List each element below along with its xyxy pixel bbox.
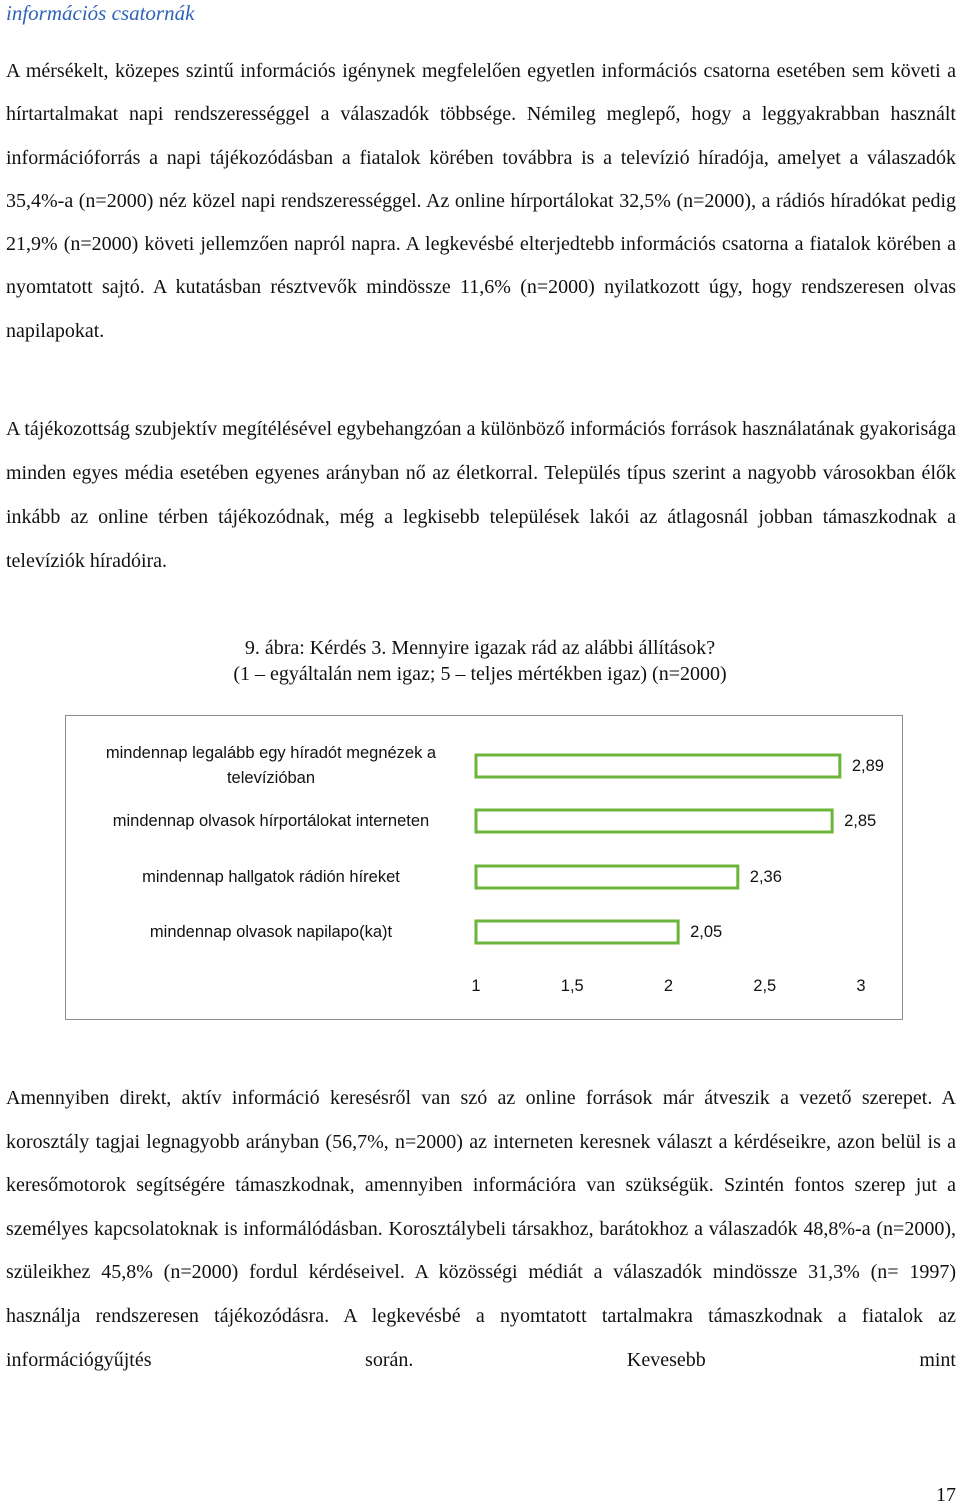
paragraph-3: Amennyiben direkt, aktív információ keresésről van szó az online források már átveszik a vezető szerepet. A korosztály tagjai legnagyobb arányban (56,7%, n=2000) az interneten keresnek választ a kérdéseikre, azon belül is a keresőmotorok segítségére támaszkodnak, amennyiben információra van szükségük. Szintén fontos szerep jut a személyes kapcsolatoknak is informálódásban. Korosztálybeli társakhoz, barátokhoz a válaszadók 48,8%-a (n=2000), szüleikhez 45,8% (n=2000) fordul kérdéseivel. A közösségi médiát a válaszadók mindössze 31,3% (n= 1997) használja rendszeresen tájékozódásra. A legkevésbé a nyomtatott tartalmakra támaszkodnak a fiatalok az információgyűjtés során. Kevesebb mint xyxy=(6,1087,956,1371)
page-number: 17 xyxy=(936,1484,956,1506)
category-label-4: mindennap olvasok napilapo(ka)t xyxy=(149,922,393,941)
section-heading: információs csatornák xyxy=(6,1,195,25)
paragraph-1: A mérsékelt, közepes szintű információs igénynek megfelelően egyetlen információs csatorna esetében sem követi a hírtartalmakat napi rendszerességgel a válaszadók többsége. Némileg meglepő, hogy a leggyakrabban használt információforrás a napi tájékozódásban a fiatalok körében továbbra is a televízió híradója, amelyet a válaszadók 35,4%-a (n=2000) néz közel napi rendszerességgel. Az online hírportálokat 32,5% (n=2000), a rádiós híradókat pedig 21,9% (n=2000) követi jellemzően napról napra. A legkevésbé elterjedtebb információs csatorna a fiatalok körében a nyomtatott sajtó. A kutatásban résztvevők mindössze 11,6% (n=2000) nyilatkozott úgy, hogy rendszeresen olvas napilapokat. xyxy=(6,60,956,342)
x-tick-label-2: 1,5 xyxy=(560,977,584,995)
value-label-4: 2,05 xyxy=(690,923,723,941)
x-tick-label-4: 2,5 xyxy=(753,977,777,995)
value-label-2: 2,85 xyxy=(844,812,877,830)
paragraph-2: A tájékozottság szubjektív megítélésével egybehangzóan a különböző információs források használatának gyakorisága minden egyes média esetében egyenes arányban nő az életkorral. Település típus szerint a nagyobb városokban élők inkább az online térben tájékozódnak, még a legkisebb települések lakói az átlagosnál jobban támaszkodnak a televíziók híradóira. xyxy=(6,418,956,572)
bar-chart xyxy=(65,715,903,1020)
bar-1 xyxy=(476,755,840,777)
x-tick-label-3: 2 xyxy=(663,977,674,995)
value-label-3: 2,36 xyxy=(749,868,782,886)
x-tick-label-1: 1 xyxy=(471,977,481,995)
x-tick-label-5: 3 xyxy=(856,977,866,995)
bar-2 xyxy=(476,810,832,832)
bar-3 xyxy=(476,866,738,888)
category-label-1: mindennap legalább egy híradót megnézek a televízióban xyxy=(105,744,437,787)
category-label-3: mindennap hallgatok rádión híreket xyxy=(142,867,400,886)
figure-caption-scale: (1 – egyáltalán nem igaz; 5 – teljes mértékben igaz) (n=2000) xyxy=(233,663,727,685)
value-label-1: 2,89 xyxy=(851,757,884,775)
category-label-2: mindennap olvasok hírportálokat interneten xyxy=(112,811,430,830)
bar-4 xyxy=(476,921,678,943)
figure-caption-title: 9. ábra: Kérdés 3. Mennyire igazak rád az alábbi állítások? xyxy=(244,637,716,659)
